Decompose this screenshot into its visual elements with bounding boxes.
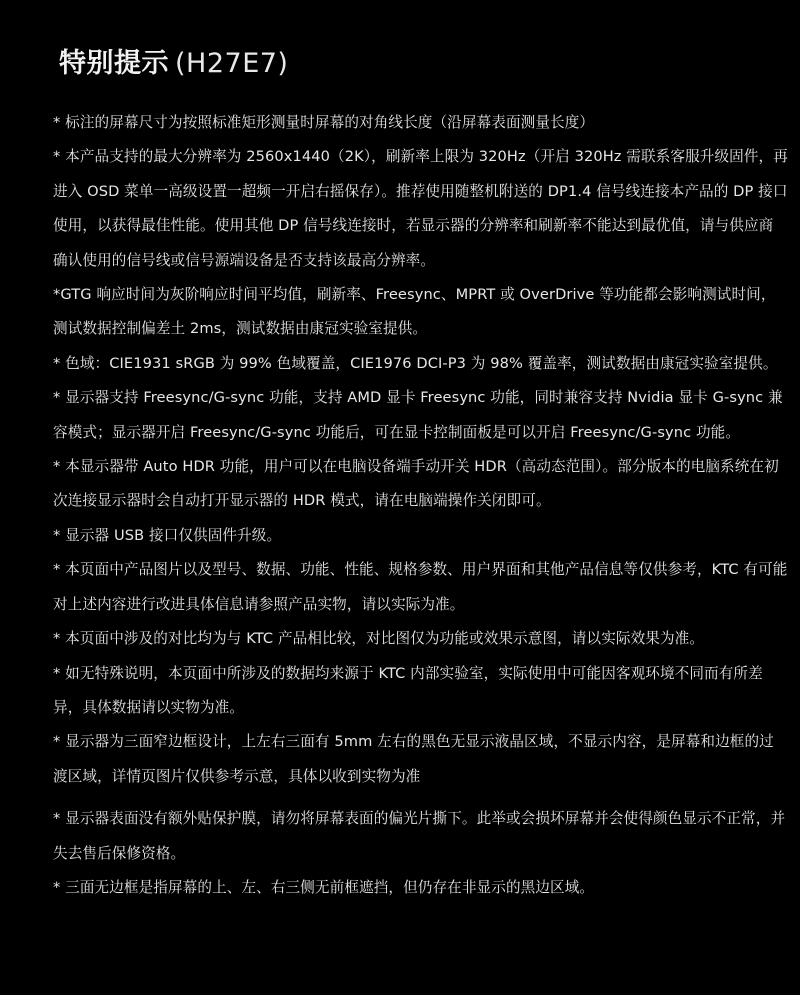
note-hdr: * 本显示器带 Auto HDR 功能，用户可以在电脑设备端手动开关 HDR（高动态范围）。部分版本的电脑系统在初次连接显示器时会自动打开显示器的 HDR 模式，请在电脑端操作关闭即可。 (53, 458, 779, 510)
note-product-images: * 本页面中产品图片以及型号、数据、功能、性能、规格参数、用户界面和其他产品信息等仅供参考，KTC 有可能对上述内容进行改进具体信息请参照产品实物，请以实际为准。 (53, 561, 788, 613)
note-screen-size: * 标注的屏幕尺寸为按照标准矩形测量时屏幕的对角线长度（沿屏幕表面测量长度） (53, 114, 595, 131)
page-title (59, 44, 288, 84)
note-color-gamut: * 色域：CIE1931 sRGB 为 99% 色域覆盖，CIE1976 DCI-P3 为 98% 覆盖率，测试数据由康冠实验室提供。 (53, 354, 778, 372)
note-bezel: * 显示器为三面窄边框设计，上左右三面有 5mm 左右的黑色无显示液晶区域，不显示内容，是屏幕和边框的过渡区域，详情页图片仅供参考示意，具体以收到实物为准 (53, 733, 774, 785)
note-response-time: *GTG 响应时间为灰阶响应时间平均值，刷新率、Freesync、MPRT 或 OverDrive 等功能都会影响测试时间，测试数据控制偏差土 2ms，测试数据由康冠实验室提供。 (53, 286, 776, 338)
note-resolution: * 本产品支持的最大分辨率为 2560x1440（2K），刷新率上限为 320Hz（开启 320Hz 需联系客服升级固件，再进入 OSD 菜单一高级设置一超频一开启右摇保存）。推荐使用随整机附送的 DP1.4 信号线连接本产品的 DP 接口使用，以获得最佳性能。使用其他 DP 信号线连接时，若显示器的分辨率和刷新率不能达到最优值，请与供应商确认使用的信号线或信号源端设备是否支持该最高分辨率。 (53, 148, 788, 269)
note-usb: * 显示器 USB 接口仅供固件升级。 (53, 526, 282, 544)
note-data-source: * 如无特殊说明，本页面中所涉及的数据均来源于 KTC 内部实验室，实际使用中可能因客观环境不同而有所差异，具体数据请以实物为准。 (53, 664, 763, 716)
notes-list (53, 106, 788, 905)
note-protective-film: * 显示器表面没有额外贴保护膜，请勿将屏幕表面的偏光片撕下。此举或会损坏屏幕并会使得颜色显示不正常，并失去售后保修资格。 (53, 810, 786, 862)
model-number: (H27E7) (175, 48, 289, 79)
note-freesync: * 显示器支持 Freesync/G-sync 功能，支持 AMD 显卡 Freesync 功能，同时兼容支持 Nvidia 显卡 G-sync 兼容模式；显示器开启 Freesync/G-sync 功能后，可在显卡控制面板是可以开启 Freesync/G-sync 功能。 (53, 389, 783, 441)
note-comparison: * 本页面中涉及的对比均为与 KTC 产品相比较，对比图仅为功能或效果示意图，请以实际效果为准。 (53, 630, 705, 648)
title-text: 特别提示 (59, 48, 169, 79)
note-borderless: * 三面无边框是指屏幕的上、左、右三侧无前框遮挡，但仍存在非显示的黑边区域。 (53, 878, 595, 896)
